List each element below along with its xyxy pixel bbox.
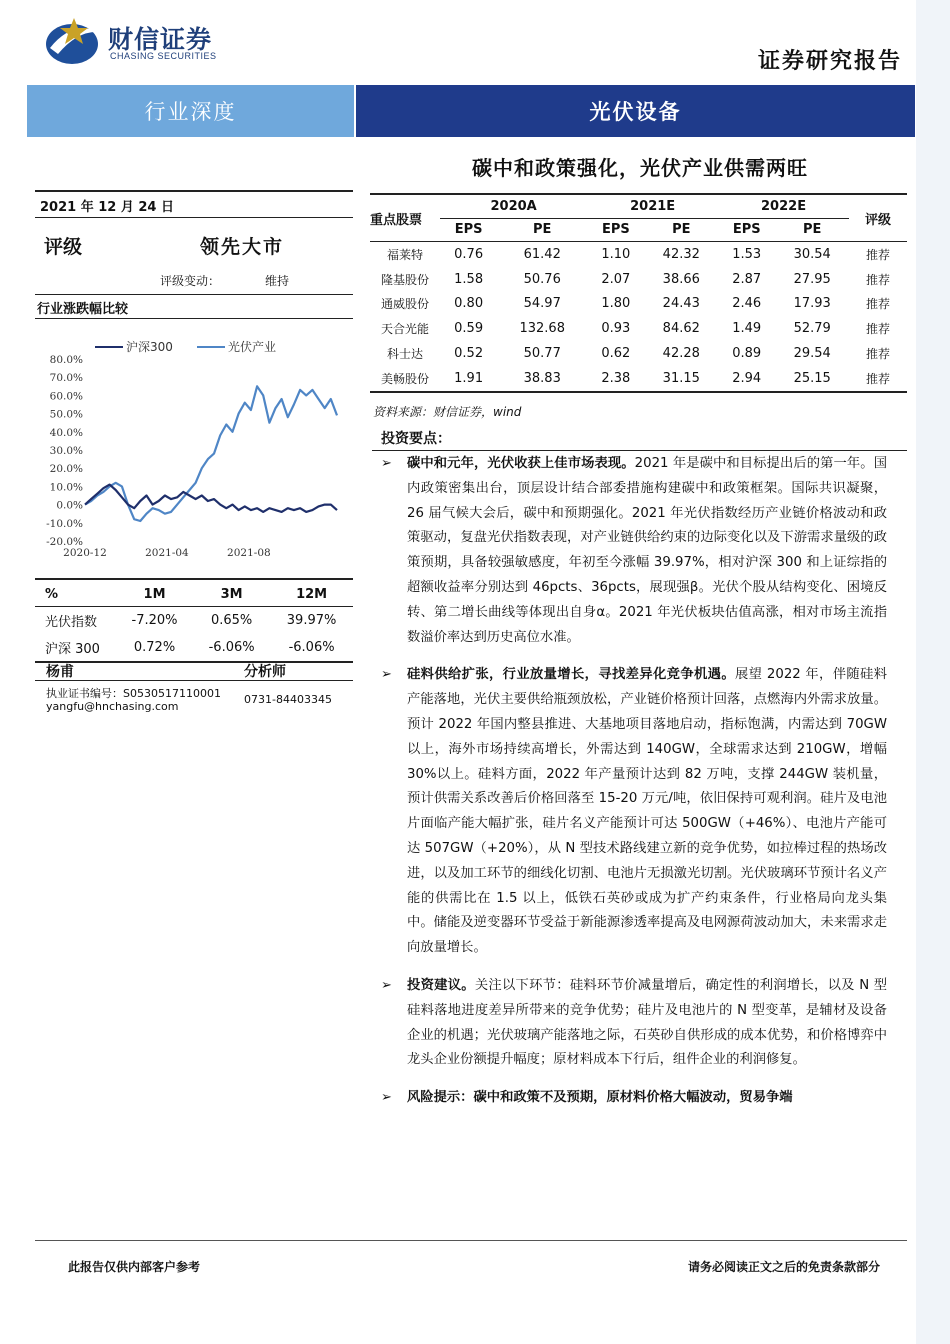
- report-category: 行业深度: [27, 85, 354, 137]
- y-tick-label: 10.0%: [49, 481, 83, 494]
- divider: [35, 680, 353, 681]
- col-pe: PE: [672, 222, 691, 238]
- arrow-bullet-icon: ➢: [381, 1090, 392, 1106]
- analyst-phone: 0731-84403345: [244, 693, 332, 706]
- rating-change-value: 维持: [265, 274, 290, 288]
- stock-rating-cell: 推荐: [865, 371, 890, 386]
- rating-value: 领先大市: [200, 236, 285, 258]
- analyst-role: 分析师: [244, 664, 286, 680]
- y-tick-label: 80.0%: [49, 354, 83, 366]
- stock-value-cell: 0.89: [732, 346, 762, 362]
- stock-value-cell: 25.15: [793, 370, 831, 386]
- performance-line-chart: [35, 330, 353, 570]
- y-tick-label: 40.0%: [49, 426, 83, 439]
- stock-value-cell: 38.83: [523, 370, 561, 386]
- x-tick-label: 2021-08: [227, 547, 271, 559]
- key-point-text: 关注以下环节：硅料环节价减量增后，确定性的利润增长，以及 N 型硅料落地进度差异所带来的竞争优势；硅片及电池片的 N 型变革，是辅材及设备企业的机遇；光伏玻璃产能落地之际，石英砂自供形成的成本优势，和价格博弈中龙头企业份额提升幅度；原材料成本下行后，组件企业的利润修复。: [407, 977, 887, 1068]
- list-item: [381, 974, 887, 1073]
- stock-value-cell: 42.32: [662, 246, 700, 262]
- divider: [35, 190, 353, 192]
- stock-name-cell: 天合光能: [380, 322, 429, 337]
- arrow-bullet-icon: ➢: [381, 667, 392, 683]
- stock-value-cell: 27.95: [793, 271, 831, 287]
- y-tick-label: 50.0%: [49, 408, 83, 421]
- y-tick-label: 20.0%: [49, 463, 83, 476]
- col-year: 2021E: [587, 194, 718, 218]
- stock-rating-cell: 推荐: [865, 347, 890, 362]
- table-row: [370, 366, 907, 392]
- stock-value-cell: 17.93: [793, 296, 831, 312]
- performance-header-row: [35, 582, 353, 607]
- stock-rating-cell: 推荐: [865, 272, 890, 287]
- stock-value-cell: 0.76: [454, 246, 484, 262]
- report-type: 证券研究报告: [757, 48, 902, 74]
- footer-note: 此报告仅供内部客户参考: [68, 1260, 201, 1274]
- stock-value-cell: 1.91: [454, 370, 484, 386]
- table-source: 资料来源：财信证券，wind: [373, 405, 522, 419]
- divider: [35, 578, 353, 580]
- stock-rating-cell: 推荐: [865, 247, 890, 262]
- key-stocks-table: [370, 193, 907, 393]
- stock-value-cell: 0.52: [454, 346, 484, 362]
- table-row: [35, 607, 353, 635]
- y-tick-label: -20.0%: [46, 536, 83, 548]
- col-year: 2020A: [440, 194, 587, 218]
- stock-value-cell: 29.54: [793, 346, 831, 362]
- stock-name-cell: 科士达: [386, 347, 423, 362]
- stock-value-cell: 52.79: [793, 321, 831, 337]
- col-pe: PE: [533, 222, 552, 238]
- key-points-list: [381, 452, 887, 1124]
- stock-value-cell: 0.80: [454, 296, 484, 312]
- y-tick-label: 60.0%: [49, 390, 83, 403]
- stock-value-cell: 2.87: [732, 271, 762, 287]
- stock-value-cell: 0.62: [601, 346, 631, 362]
- y-tick-label: -10.0%: [46, 517, 83, 530]
- analyst-name: 杨甫: [46, 664, 74, 680]
- key-point-heading: 硅料供给扩张，行业放量增长，寻找差异化竞争机遇。: [407, 667, 735, 683]
- table-row: [370, 341, 907, 366]
- col-stock: 重点股票: [370, 212, 423, 228]
- perf-cell: -6.06%: [288, 640, 335, 655]
- perf-header-cell: %: [45, 586, 59, 602]
- stock-name-cell: 通威股份: [380, 297, 429, 312]
- legend-label: 光伏产业: [228, 340, 277, 354]
- stock-value-cell: 2.07: [601, 271, 631, 287]
- perf-cell: 0.72%: [133, 640, 176, 655]
- x-tick-label: 2020-12: [63, 547, 107, 559]
- divider: [372, 450, 907, 451]
- perf-header-cell: 12M: [296, 586, 328, 602]
- table-row: [370, 292, 907, 317]
- rating-label: 评级: [44, 236, 83, 258]
- stock-value-cell: 1.10: [601, 246, 631, 262]
- stock-rating-cell: 推荐: [865, 322, 890, 337]
- divider: [35, 294, 353, 295]
- footer-disclaimer: 请务必阅读正文之后的免责条款部分: [687, 1260, 880, 1274]
- right-margin-strip: [916, 0, 950, 1344]
- col-eps: EPS: [454, 222, 483, 238]
- y-tick-label: 0.0%: [56, 499, 83, 512]
- stock-value-cell: 84.62: [662, 321, 700, 337]
- col-year: 2022E: [718, 194, 849, 218]
- stock-value-cell: 1.80: [601, 296, 631, 312]
- perf-cell: 0.65%: [210, 613, 253, 628]
- analyst-certificate: 执业证书编号：S0530517110001: [46, 687, 221, 700]
- stock-value-cell: 2.46: [732, 296, 762, 312]
- stock-value-cell: 2.94: [732, 370, 762, 386]
- company-name-en: CHASING SECURITIES: [110, 51, 217, 61]
- stock-value-cell: 38.66: [662, 271, 700, 287]
- table-row: [370, 242, 907, 267]
- stock-value-cell: 54.97: [523, 296, 561, 312]
- industry-name: 光伏设备: [356, 85, 915, 137]
- chart-title: 行业涨跌幅比较: [37, 302, 129, 317]
- table-row: [35, 634, 353, 662]
- stock-value-cell: 0.93: [601, 321, 631, 337]
- stock-header-row: [370, 194, 907, 218]
- table-row: [370, 316, 907, 341]
- col-eps: EPS: [601, 222, 630, 238]
- stock-value-cell: 1.49: [732, 321, 762, 337]
- col-eps: EPS: [732, 222, 761, 238]
- company-name: 财信证券: [108, 25, 213, 54]
- perf-cell: -6.06%: [208, 640, 255, 655]
- stock-name-cell: 福莱特: [386, 247, 423, 262]
- key-points-title: 投资要点：: [381, 431, 451, 447]
- stock-value-cell: 1.53: [732, 246, 762, 262]
- analyst-email[interactable]: yangfu@hnchasing.com: [46, 700, 179, 713]
- stock-value-cell: 31.15: [662, 370, 700, 386]
- col-pe: PE: [802, 222, 822, 238]
- list-item: [381, 1086, 887, 1111]
- stock-value-cell: 132.68: [519, 321, 565, 337]
- stock-value-cell: 30.54: [793, 246, 831, 262]
- arrow-bullet-icon: ➢: [381, 977, 392, 993]
- perf-cell: -7.20%: [131, 613, 178, 628]
- key-point-heading: 风险提示：碳中和政策不及预期，原材料价格大幅波动，贸易争端: [407, 1090, 793, 1106]
- stock-value-cell: 24.43: [662, 296, 700, 312]
- stock-value-cell: 42.28: [662, 346, 700, 362]
- perf-header-cell: 1M: [143, 586, 166, 602]
- perf-cell: 39.97%: [286, 613, 337, 628]
- divider: [35, 217, 353, 218]
- key-point-heading: 投资建议。: [407, 977, 475, 993]
- y-tick-label: 70.0%: [49, 372, 83, 385]
- legend-label: 沪深300: [126, 340, 173, 354]
- rating-change-label: 评级变动：: [160, 274, 221, 288]
- arrow-bullet-icon: ➢: [381, 456, 392, 471]
- table-row: [370, 267, 907, 292]
- list-item: [381, 452, 887, 650]
- performance-table: [35, 582, 353, 663]
- perf-cell: 光伏指数: [45, 615, 98, 630]
- col-rating: 评级: [864, 212, 891, 228]
- company-logo-icon: [44, 14, 104, 68]
- key-point-text: 展望 2022 年，伴随硅料产能落地，光伏主要供给瓶颈放松，产业链价格预计回落，点燃海内外需求放量。预计 2022 年国内整县推进、大基地项目落地启动，指标饱满，内需达到 70GW 以上，海外市场持续高增长，外需达到 140GW，全球需求达到 210GW，增幅 30%以上。硅料方面，2022 年产量预计达到 82 万吨，支撑 244GW 装机量，预计供需关系改善后价格回落至 15-20 万元/吨，依旧保持可观利润。硅片及电池片面临产能大幅扩张，硅片名义产能预计可达 500GW（+46%）、电池片产能可达 507GW（+20%），从 N 型技术路线建立新的竞争优势，如拉棒过程的热场改进，以及加工环节的细线化切割、电池片无损激光切割。光伏玻璃环节预计名义产能的供需比在 1.5 以上，低铁石英砂或成为扩产约束条件，行业格局向龙头集中。储能及逆变器环节受益于新能源渗透率提高及电网源荷波动加大，未来需求走向放量增长。: [407, 667, 887, 956]
- rating-change: [160, 272, 289, 289]
- perf-header-cell: 3M: [220, 586, 243, 602]
- stock-rating-cell: 推荐: [865, 297, 890, 312]
- stock-name-cell: 美畅股份: [380, 371, 429, 386]
- stock-value-cell: 1.58: [454, 271, 484, 287]
- perf-cell: 沪深 300: [45, 642, 100, 657]
- stock-subheader-row: [370, 218, 907, 242]
- stock-value-cell: 0.59: [454, 321, 484, 337]
- x-tick-label: 2021-04: [145, 547, 189, 559]
- y-tick-label: 30.0%: [49, 445, 83, 457]
- footer-divider: [35, 1240, 907, 1241]
- stock-value-cell: 61.42: [523, 246, 561, 262]
- divider: [35, 318, 353, 319]
- key-point-heading: 碳中和元年，光伏收获上佳市场表现。: [407, 456, 635, 471]
- stock-value-cell: 50.77: [523, 346, 561, 362]
- stock-name-cell: 隆基股份: [380, 272, 429, 287]
- report-date: 2021 年 12 月 24 日: [40, 200, 174, 215]
- stock-value-cell: 2.38: [601, 370, 631, 386]
- stock-value-cell: 50.76: [523, 271, 561, 287]
- key-point-text: 2021 年是碳中和目标提出后的第一年。国内政策密集出台，顶层设计结合部委措施构建碳中和政策框架。国际共识凝聚，26 届气候大会后，碳中和预期强化。2021 年光伏指数经历产业链价格波动和政策驱动，复盘光伏指数表现，对产业链供给约束的边际变化以及下游需求量级的政策预期，具备较强敏感度，年初至今涨幅 39.97%，相对沪深 300 和上证综指的超额收益率分别达到 46pcts、36pcts，展现强β。光伏个股从结构变化、困境反转、第二增长曲线等体现出自身α。2021 年光伏板块估值高涨，相对市场主流指数溢价率达到历史高位水准。: [407, 456, 887, 645]
- list-item: [381, 663, 887, 961]
- report-headline: 碳中和政策强化，光伏产业供需两旺: [472, 156, 808, 180]
